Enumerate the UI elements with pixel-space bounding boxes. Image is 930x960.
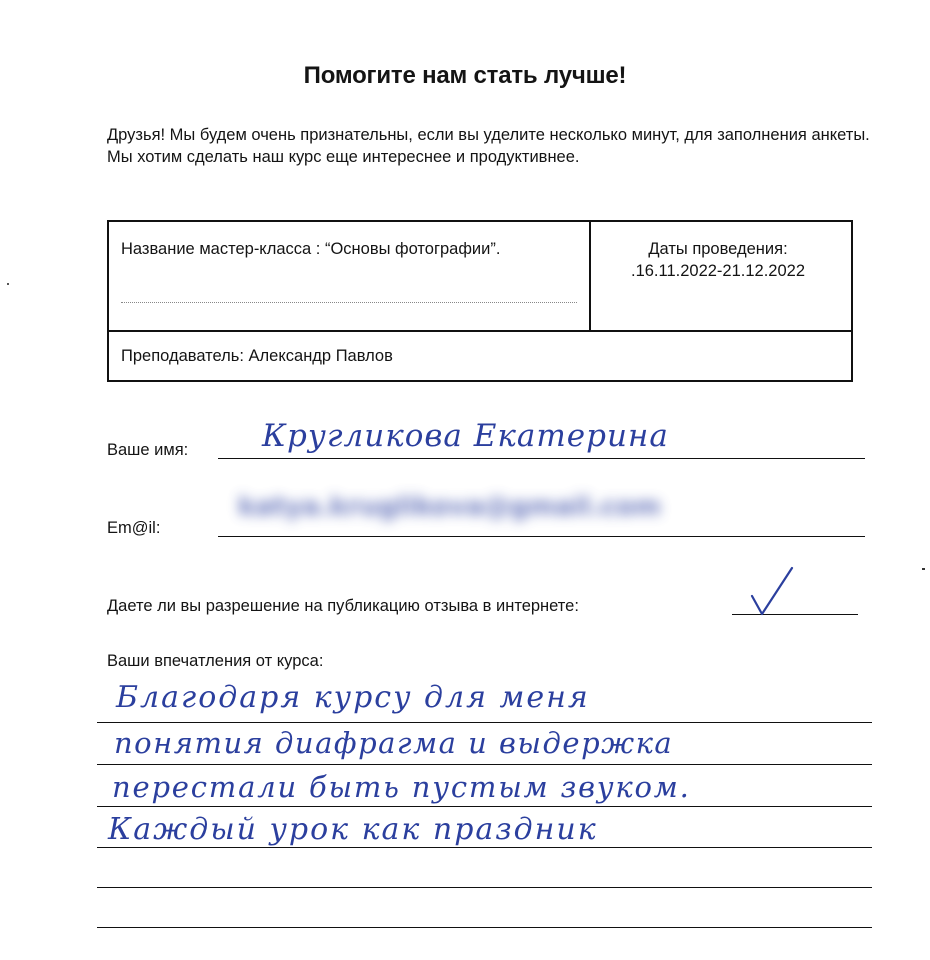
- impressions-line[interactable]: [97, 722, 872, 723]
- email-line[interactable]: [218, 536, 865, 537]
- page-title: Помогите нам стать лучше!: [303, 62, 627, 89]
- scan-speck: [7, 283, 9, 285]
- intro-text: Друзья! Мы будем очень признательны, если вы уделите несколько минут, для заполнения анкеты. Мы хотим сделать наш курс еще интереснее и продуктивнее.: [107, 126, 870, 166]
- email-handwriting-blurred: katya.kruglikova@gmail.com: [238, 492, 661, 522]
- impressions-handwriting-line: Благодаря курсу для меня: [116, 680, 590, 715]
- checkmark-icon: [748, 566, 798, 618]
- impressions-handwriting-line: Каждый урок как праздник: [108, 812, 598, 847]
- impressions-handwriting-line: понятия диафрагма и выдержка: [114, 726, 674, 760]
- impressions-line[interactable]: [97, 806, 872, 807]
- permission-label: Даете ли вы разрешение на публикацию отзыва в интернете:: [107, 597, 579, 615]
- dotted-underline: [121, 302, 577, 303]
- name-label: Ваше имя:: [107, 441, 189, 459]
- impressions-label: Ваши впечатления от курса:: [107, 652, 324, 670]
- impressions-line[interactable]: [97, 927, 872, 928]
- impressions-line[interactable]: [97, 847, 872, 848]
- class-name-cell: [109, 222, 591, 332]
- teacher-cell: [109, 332, 851, 380]
- impressions-handwriting-line: перестали быть пустым звуком.: [112, 770, 691, 804]
- impressions-line[interactable]: [97, 887, 872, 888]
- class-name-text: Название мастер-класса : “Основы фотографии”.: [121, 240, 501, 258]
- email-label: Em@il:: [107, 519, 161, 537]
- dates-label: Даты проведения:: [648, 240, 788, 258]
- dates-value: .16.11.2022-21.12.2022: [630, 262, 805, 280]
- course-info-table: [107, 220, 853, 382]
- dates-cell: [591, 222, 851, 332]
- scan-speck: [922, 568, 925, 570]
- impressions-line[interactable]: [97, 764, 872, 765]
- name-line[interactable]: [218, 458, 865, 459]
- name-handwriting: Кругликова Екатерина: [262, 418, 669, 454]
- teacher-text: Преподаватель: Александр Павлов: [121, 347, 393, 365]
